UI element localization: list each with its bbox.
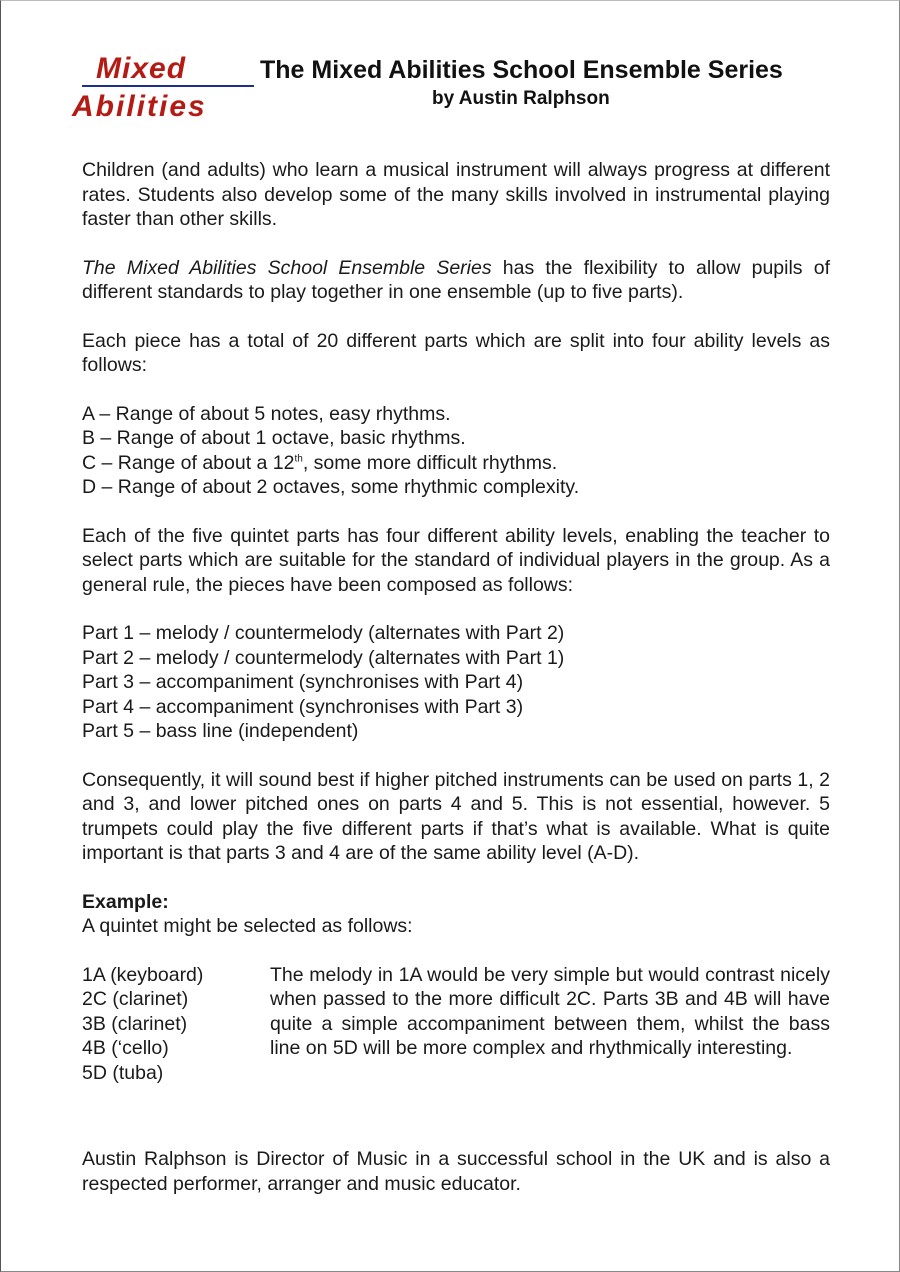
mixed-abilities-logo bbox=[68, 52, 268, 132]
part-item: Part 5 – bass line (independent) bbox=[82, 720, 359, 742]
level-c-text: C – Range of about a 12 bbox=[82, 451, 295, 474]
page-title: The Mixed Abilities School Ensemble Series bbox=[260, 56, 783, 84]
instrument-item: 5D (tuba) bbox=[82, 1061, 164, 1084]
part-item: Part 1 – melody / countermelody (alternates with Part 2) bbox=[82, 622, 565, 644]
logo-bottom-word: Abilities bbox=[72, 90, 207, 123]
author-byline: by Austin Ralphson bbox=[432, 88, 610, 109]
flexibility-text: has the flexibility to allow pupils of different standards to play together in one ensemble (up to five parts). bbox=[82, 256, 830, 303]
consequently-paragraph: Consequently, it will sound best if higher pitched instruments can be used on parts 1, 2 and 3, and lower pitched ones on parts 4 and 5. This is not essential, however. 5 trumpets could play the five different parts if that’s what is available. What is quite important is that parts 3 and 4 are of the same ability level (A-D). bbox=[82, 768, 830, 864]
instrument-item: 2C (clarinet) bbox=[82, 988, 189, 1010]
example-intro: A quintet might be selected as follows: bbox=[82, 915, 413, 937]
part-item: Part 3 – accompaniment (synchronises with Part 4) bbox=[82, 671, 524, 693]
level-c-superscript: th bbox=[294, 453, 303, 464]
instrument-item: 4B (‘cello) bbox=[82, 1037, 169, 1059]
instrument-item: 3B (clarinet) bbox=[82, 1012, 188, 1035]
author-bio: Austin Ralphson is Director of Music in a successful school in the UK and is also a respected performer, arranger and music educator. bbox=[82, 1148, 830, 1195]
logo-top-word: Mixed bbox=[96, 52, 187, 85]
logo-underline bbox=[82, 85, 254, 87]
flexibility-paragraph bbox=[82, 256, 830, 305]
level-b: B – Range of about 1 octave, basic rhythms. bbox=[82, 427, 466, 449]
parts-list bbox=[82, 621, 830, 744]
level-c-rest: , some more difficult rhythms. bbox=[302, 451, 558, 474]
ability-levels-list bbox=[82, 402, 830, 500]
intro-paragraph: Children (and adults) who learn a musical instrument will always progress at different rates. Students also develop some of the many skills involved in instrumental playing faster than other skills. bbox=[82, 159, 830, 230]
level-c bbox=[82, 451, 830, 476]
instrument-item: 1A (keyboard) bbox=[82, 963, 204, 986]
example-description: The melody in 1A would be very simple but would contrast nicely when passed to the more difficult 2C. Parts 3B and 4B will have quite a simple accompaniment between them, whilst the bass line on 5D will be more complex and rhythmically interesting. bbox=[270, 963, 830, 1059]
example-heading: Example: bbox=[82, 890, 169, 913]
parts-intro-paragraph: Each piece has a total of 20 different parts which are split into four ability levels as follows: bbox=[82, 329, 830, 376]
part-item: Part 2 – melody / countermelody (alternates with Part 1) bbox=[82, 646, 565, 669]
document-body bbox=[82, 158, 830, 1220]
quintet-intro-paragraph: Each of the five quintet parts has four different ability levels, enabling the teacher to select parts which are suitable for the standard of individual players in the group. As a general rule, the pieces have been composed as follows: bbox=[82, 524, 830, 596]
level-a: A – Range of about 5 notes, easy rhythms. bbox=[82, 402, 451, 425]
instrument-list bbox=[82, 963, 270, 1086]
level-d: D – Range of about 2 octaves, some rhythmic complexity. bbox=[82, 476, 580, 498]
example-section bbox=[82, 963, 830, 1086]
part-item: Part 4 – accompaniment (synchronises with Part 3) bbox=[82, 695, 524, 718]
series-name: The Mixed Abilities School Ensemble Series bbox=[82, 256, 492, 279]
